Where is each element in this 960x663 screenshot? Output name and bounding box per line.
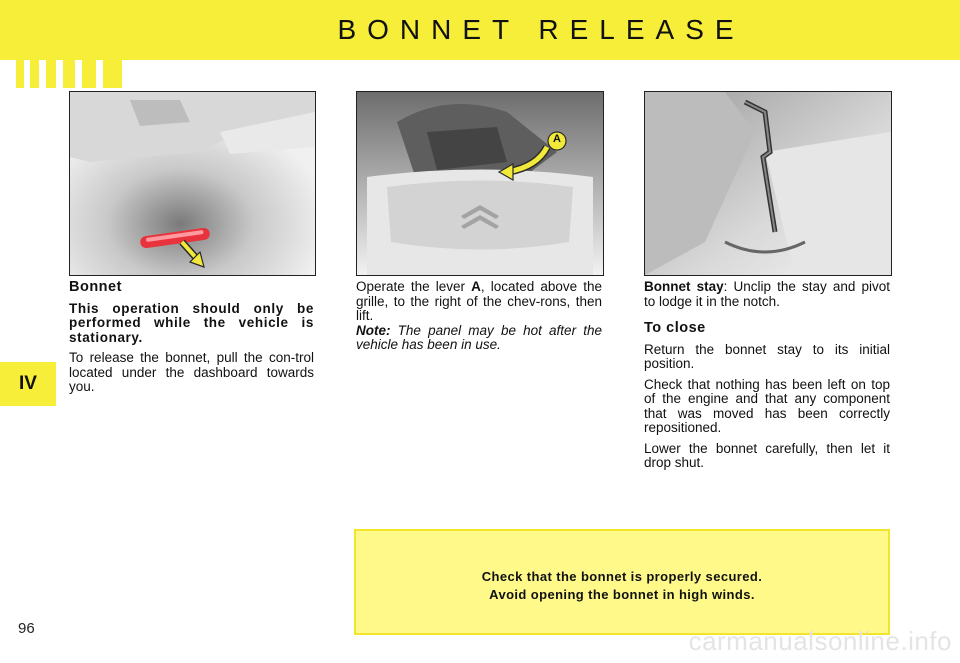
column-lever — [356, 280, 602, 359]
note-label: Note: — [356, 322, 391, 338]
warning-line-2: Avoid opening the bonnet in high winds. — [489, 587, 755, 602]
stationary-warning: This operation should only be performed while the vehicle is stationary. — [69, 300, 314, 345]
watermark: carmanualsonline.info — [688, 626, 952, 656]
header-stripe — [30, 0, 39, 88]
close-step-2: Check that nothing has been left on top of the engine and that any component that was moved has been correctly repositioned. — [644, 376, 890, 435]
column-bonnet — [69, 280, 314, 401]
header-stripe — [103, 0, 122, 88]
page-title: BONNET RELEASE — [337, 14, 745, 45]
close-step-1: Return the bonnet stay to its initial position. — [644, 341, 890, 371]
chapter-tab: IV — [0, 362, 56, 406]
section-heading-to-close: To close — [644, 320, 706, 336]
stay-instructions — [644, 280, 890, 309]
warning-line-1: Check that the bonnet is properly secured. — [481, 569, 763, 584]
release-instructions: To release the bonnet, pull the con-trol located under the dashboard towards you. — [69, 350, 314, 394]
photo-bonnet-release-handle — [69, 91, 316, 276]
header-stripe — [16, 0, 24, 88]
lever-instructions — [356, 280, 602, 353]
photo-bonnet-stay — [644, 91, 892, 276]
header-stripe — [82, 0, 96, 88]
header-stripe — [46, 0, 56, 88]
heat-note — [356, 323, 602, 353]
stay-text: : Unclip the stay and pivot to lodge it in the notch. — [644, 279, 890, 309]
lever-text: Operate the lever — [356, 279, 472, 294]
close-step-3: Lower the bonnet carefully, then let it drop shut. — [644, 440, 890, 470]
header-stripe — [63, 0, 75, 88]
lever-label: A — [471, 279, 481, 294]
note-text: The panel may be hot after the vehicle has been in use. — [356, 322, 602, 352]
lever-callout-label: A — [553, 133, 561, 145]
lever-text-cont: , located above the grille, to the right of the chev-rons, then lift. — [356, 279, 602, 323]
header-stripes — [0, 0, 122, 88]
warning-box — [354, 529, 890, 635]
section-heading-bonnet: Bonnet — [69, 279, 122, 295]
photo-bonnet-lever — [356, 91, 604, 276]
page-number: 96 — [18, 620, 35, 637]
column-stay — [644, 280, 890, 477]
stay-label: Bonnet stay — [644, 279, 724, 294]
